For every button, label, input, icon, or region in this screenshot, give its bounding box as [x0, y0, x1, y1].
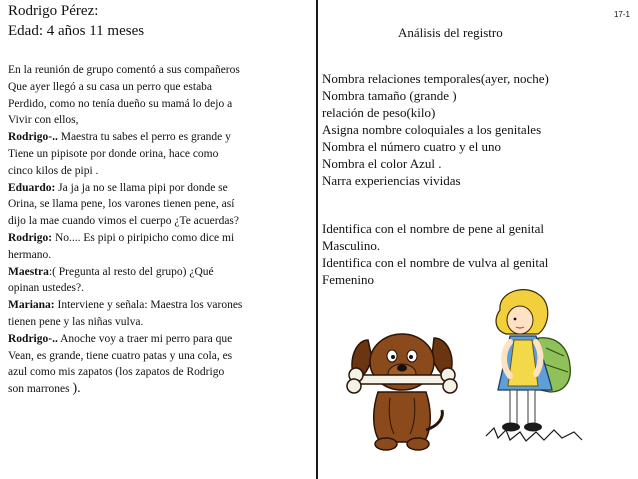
speaker-name: Maestra — [8, 265, 49, 278]
column-divider — [316, 0, 318, 479]
transcript-line: Mariana: Interviene y señala: Maestra los varones — [8, 299, 243, 312]
transcript-line: son marrones ). — [8, 381, 81, 397]
transcript-line: Vivir con ellos, — [8, 114, 79, 127]
speaker-name: Rodrigo-.. — [8, 332, 58, 345]
analysis-item: relación de peso(kilo) — [322, 105, 436, 120]
transcript-line: Vean, es grande, tiene cuatro patas y una cola, es — [8, 349, 233, 362]
speaker-name: Eduardo: — [8, 181, 56, 194]
analysis-title: Análisis del registro — [398, 25, 503, 40]
finding-item: Identifica con el nombre de pene al genital — [322, 221, 544, 236]
girl-with-backpack-illustration — [480, 286, 590, 444]
transcript-line: azul como mis zapatos (los zapatos de Rodrigo — [8, 366, 225, 379]
finding-item: Identifica con el nombre de vulva al genital — [322, 255, 549, 270]
conversation-transcript — [8, 62, 312, 398]
speaker-name: Rodrigo-.. — [8, 131, 58, 144]
transcript-line: tienen pene y las niñas vulva. — [8, 315, 144, 328]
dog-with-bone-illustration — [338, 322, 468, 452]
speaker-name: Rodrigo: — [8, 231, 53, 244]
analysis-item: Nombra relaciones temporales(ayer, noche) — [322, 71, 549, 86]
analysis-item: Nombra el color Azul . — [322, 156, 442, 171]
transcript-line: cinco kilos de pipi . — [8, 164, 99, 177]
finding-item: Femenino — [322, 272, 374, 287]
transcript-line: Que ayer llegó a su casa un perro que estaba — [8, 80, 213, 93]
student-name: Rodrigo Pérez: — [8, 3, 99, 19]
transcript-line: hermano. — [8, 248, 52, 261]
transcript-line: Rodrigo: No.... Es pipi o piripicho como dice mi — [8, 231, 235, 244]
transcript-line: dijo la mae cuando vimos el cuerpo ¿Te acuerdas? — [8, 215, 240, 228]
transcript-line: En la reunión de grupo comentó a sus compañeros — [8, 64, 240, 76]
analysis-item: Nombra tamaño (grande ) — [322, 88, 457, 103]
speaker-name: Mariana: — [8, 299, 55, 312]
transcript-line: Rodrigo-.. Maestra tu sabes el perro es grande y — [8, 131, 231, 144]
transcript-line: Orina, se llama pene, los varones tienen pene, así — [8, 198, 235, 211]
findings-list — [322, 220, 632, 288]
transcript-line: Tiene un pipisote por donde orina, hace como — [8, 147, 219, 160]
transcript-line: Eduardo: Ja ja ja no se llama pipi por donde se — [8, 181, 228, 194]
analysis-item: Narra experiencias vividas — [322, 173, 461, 188]
transcript-line: opinan ustedes?. — [8, 282, 85, 295]
transcript-line: Perdido, como no tenía dueño su mamá lo dejo a — [8, 97, 233, 110]
transcript-line: Rodrigo-.. Anoche voy a traer mi perro para que — [8, 332, 233, 345]
student-age: Edad: 4 años 11 meses — [8, 23, 145, 39]
slide-number: 17-1 — [613, 10, 630, 19]
analysis-item: Asigna nombre coloquiales a los genitales — [322, 122, 542, 137]
transcript-line: Maestra:( Pregunta al resto del grupo) ¿Qué — [8, 265, 214, 278]
analysis-item: Nombra el número cuatro y el uno — [322, 139, 502, 154]
analysis-list — [322, 70, 632, 189]
finding-item: Masculino. — [322, 238, 381, 253]
